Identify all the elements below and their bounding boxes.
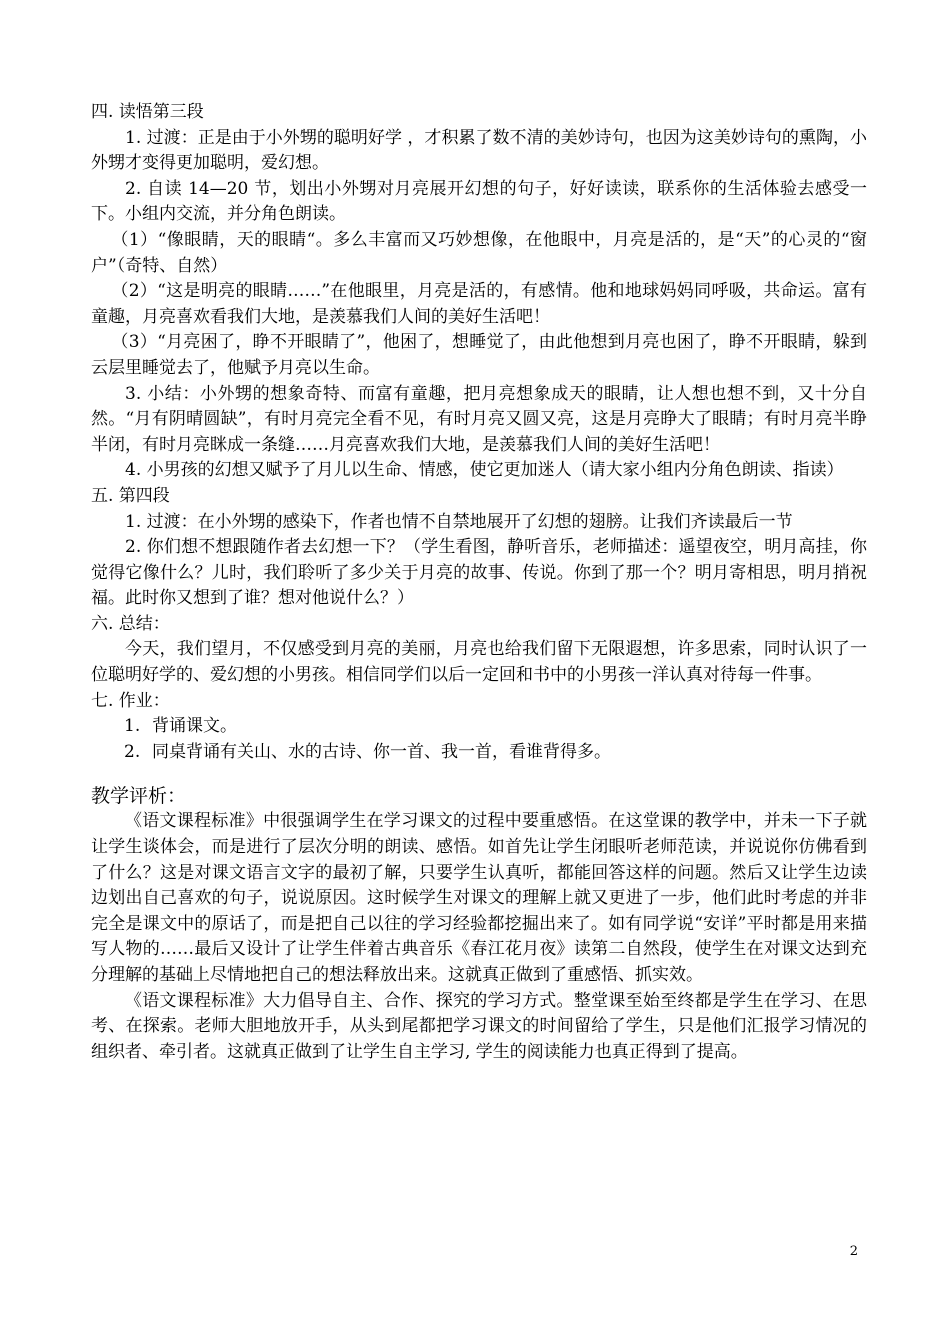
section-heading-6: 六. 总结： [91,613,170,634]
section-heading-5: 五. 第四段 [91,485,170,506]
list-number: 1. [124,716,141,737]
list-item [91,714,867,740]
paragraph: 4. 小男孩的幻想又赋予了月儿以生命、情感，使它更加迷人（请大家小组内分角色朗读、指读） [125,460,844,481]
section-heading-7: 七. 作业： [91,690,170,711]
list-number: 2. [124,741,141,762]
list-item [91,740,867,766]
paragraph: 《语文课程标准》大力倡导自主、合作、探究的学习方式。整堂课至始至终都是学生在学习、在思考、在探索。老师大胆地放开手，从头到尾都把学习课文的时间留给了学生，只是他们汇报学习情况的组织者、牵引者。这就真正做到了让学生自主学习, 学生的阅读能力也真正得到了提高。 [91,990,867,1062]
paragraph: 1. 过渡：在小外甥的感染下，作者也情不自禁地展开了幻想的翅膀。让我们齐读最后一节 [125,511,793,532]
page-content [91,100,867,1065]
paragraph: 3. 小结：小外甥的想象奇特、而富有童趣，把月亮想象成天的眼睛，让人想也想不到，又十分自然。“月有阴晴圆缺”，有时月亮完全看不见，有时月亮又圆又亮，这是月亮睁大了眼睛；有时月亮半睁半闭，有时月亮眯成一条缝……月亮喜欢我们大地，是羡慕我们人间的美好生活吧！ [91,383,867,455]
paragraph: 今天，我们望月，不仅感受到月亮的美丽，月亮也给我们留下无限遐想，许多思索，同时认识了一位聪明好学的、爱幻想的小男孩。相信同学们以后一定回和书中的小男孩一洋认真对待每一件事。 [91,639,867,686]
list-text: 同桌背诵有关山、水的古诗、你一首、我一首，看谁背得多。 [152,741,611,762]
paragraph: （3）“月亮困了，睁不开眼睛了”，他困了，想睡觉了，由此他想到月亮也困了，睁不开眼睛，躲到云层里睡觉去了，他赋予月亮以生命。 [91,332,867,378]
list-text: 背诵课文。 [152,716,237,737]
paragraph: 2. 你们想不想跟随作者去幻想一下？（学生看图，静听音乐，老师描述：遥望夜空，明月高挂，你觉得它像什么？儿时，我们聆听了多少关于月亮的故事、传说。你到了那一个？明月寄相思，明月捎祝福。此时你又想到了谁？想对他说什么？） [91,537,867,609]
page-number: 2 [849,1244,858,1259]
paragraph: （2）“这是明亮的眼睛……”在他眼里，月亮是活的，有感情。他和地球妈妈同呼吸，共命运。富有童趣，月亮喜欢看我们大地，是羡慕我们人间的美好生活吧！ [91,281,867,327]
paragraph: （1）“像眼睛，天的眼睛“。多么丰富而又巧妙想像，在他眼中，月亮是活的，是“天”的心灵的“窗户”（奇特、自然） [91,229,867,276]
paragraph: 1. 过渡：正是由于小外甥的聪明好学 ，才积累了数不清的美妙诗句，也因为这美妙诗句的熏陶，小外甥才变得更加聪明，爱幻想。 [91,127,867,174]
paragraph: 《语文课程标准》中很强调学生在学习课文的过程中要重感悟。在这堂课的教学中，并未一下子就让学生谈体会，而是进行了层次分明的朗读、感悟。如首先让学生闭眼听老师范读，并说说你仿佛看到了什么？这是对课文语言文字的最初了解，只要学生认真听，都能回答这样的问题。然后又让学生边读边划出自己喜欢的句子，说说原因。这时候学生对课文的理解上就又更进了一步，他们此时考虑的并非完全是课文中的原话了，而是把自己以往的学习经验都挖掘出来了。如有同学说“安详”平时都是用来描写人物的……最后又设计了让学生伴着古典音乐《春江花月夜》读第二自然段，使学生在对课文达到充分理解的基础上尽情地把自己的想法释放出来。这就真正做到了重感悟、抓实效。 [91,811,867,985]
evaluation-title: 教学评析： [91,785,187,808]
section-heading-4: 四. 读悟第三段 [91,102,204,122]
paragraph: 2. 自读 14—20 节，划出小外甥对月亮展开幻想的句子，好好读读，联系你的生活体验去感受一下。小组内交流，并分角色朗读。 [91,178,867,225]
